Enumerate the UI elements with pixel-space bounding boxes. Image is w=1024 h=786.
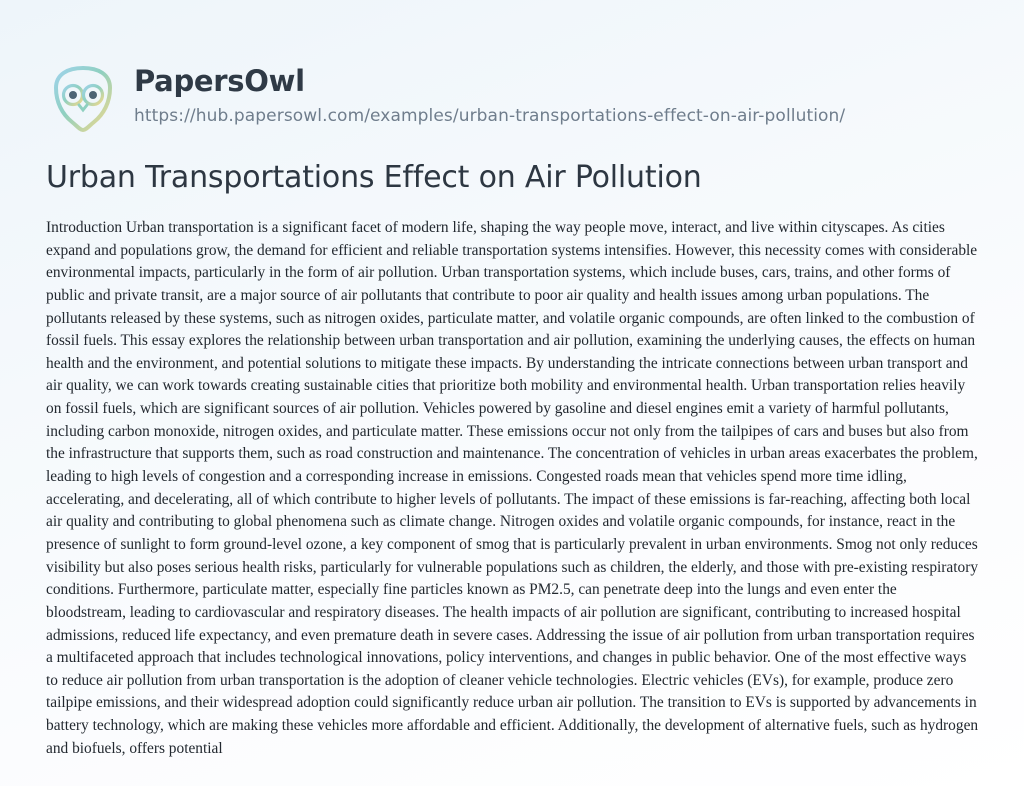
site-header xyxy=(46,60,845,136)
brand-name: PapersOwl xyxy=(134,64,305,98)
page-title: Urban Transportations Effect on Air Pollution xyxy=(46,160,702,195)
source-url[interactable]: https://hub.papersowl.com/examples/urban-transportations-effect-on-air-pollution/ xyxy=(134,105,846,126)
article-container xyxy=(46,160,980,760)
owl-logo-icon xyxy=(46,62,120,136)
article-body: Introduction Urban transportation is a significant facet of modern life, shaping the way people move, interact, and live within cityscapes. As cities expand and populations grow, the demand for efficient and reliable transportation systems intensifies. However, this necessity comes with considerable environmental impacts, particularly in the form of air pollution. Urban transportation systems, which include buses, cars, trains, and other forms of public and private transit, are a major source of air pollutants that contribute to poor air quality and health issues among urban populations. The pollutants released by these systems, such as nitrogen oxides, particulate matter, and volatile organic compounds, are often linked to the combustion of fossil fuels. This essay explores the relationship between urban transportation and air pollution, examining the underlying causes, the effects on human health and the environment, and potential solutions to mitigate these impacts. By understanding the intricate connections between urban transport and air quality, we can work towards creating sustainable cities that prioritize both mobility and environmental health. Urban transportation relies heavily on fossil fuels, which are significant sources of air pollution. Vehicles powered by gasoline and diesel engines emit a variety of harmful pollutants, including carbon monoxide, nitrogen oxides, and particulate matter. These emissions occur not only from the tailpipes of cars and buses but also from the infrastructure that supports them, such as road construction and maintenance. The concentration of vehicles in urban areas exacerbates the problem, leading to high levels of congestion and a corresponding increase in emissions. Congested roads mean that vehicles spend more time idling, accelerating, and decelerating, all of which contribute to higher levels of pollutants. The impact of these emissions is far-reaching, affecting both local air quality and contributing to global phenomena such as climate change. Nitrogen oxides and volatile organic compounds, for instance, react in the presence of sunlight to form ground-level ozone, a key component of smog that is particularly prevalent in urban environments. Smog not only reduces visibility but also poses serious health risks, particularly for vulnerable populations such as children, the elderly, and those with pre-existing respiratory conditions. Furthermore, particulate matter, especially fine particles known as PM2.5, can penetrate deep into the lungs and even enter the bloodstream, leading to cardiovascular and respiratory diseases. The health impacts of air pollution are significant, contributing to increased hospital admissions, reduced life expectancy, and even premature death in severe cases. Addressing the issue of air pollution from urban transportation requires a multifaceted approach that includes technological innovations, policy interventions, and changes in public behavior. One of the most effective ways to reduce air pollution from urban transportation is the adoption of cleaner vehicle technologies. Electric vehicles (EVs), for example, produce zero tailpipe emissions, and their widespread adoption could significantly reduce urban air pollution. The transition to EVs is supported by advancements in battery technology, which are making these vehicles more affordable and efficient. Additionally, the development of alternative fuels, such as hydrogen and biofuels, offers potential xyxy=(46,219,979,757)
brand-block xyxy=(134,60,845,126)
